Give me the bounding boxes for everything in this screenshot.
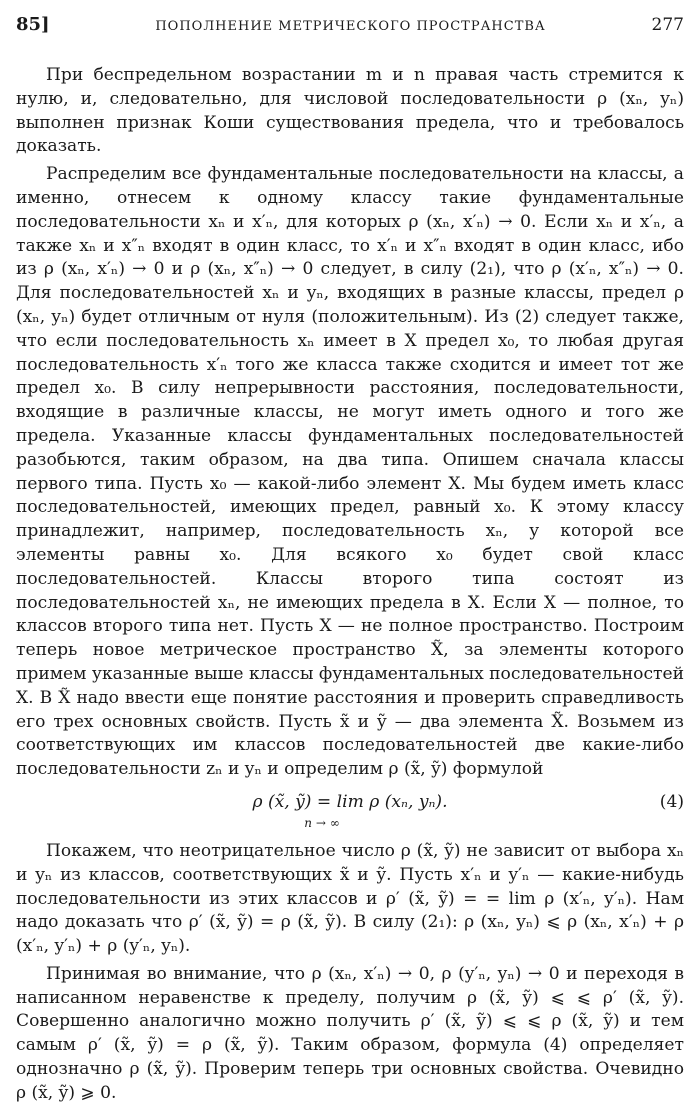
paragraph-limit-passage: Принимая во внимание, что ρ (xₙ, x′ₙ) → 0, ρ (y′ₙ, yₙ) → 0 и переходя в написанном неравенстве к пределу, получим ρ (x̃, ỹ) ⩽ ⩽ ρ′ (x̃, ỹ). Совершенно аналогично можно получить ρ′ (x̃, ỹ) ⩽ ⩽ ρ (x̃, ỹ) и тем самым ρ′ (x̃, ỹ) = ρ (x̃, ỹ). Таким образом, формула (4) определяет однозначно ρ (x̃, ỹ). Проверим теперь три основных свойства. Очевидно ρ (x̃, ỹ) ⩾ 0. (16, 963, 684, 1103)
page-number: 277 (651, 15, 684, 35)
running-title: ПОПОЛНЕНИЕ МЕТРИЧЕСКОГО ПРОСТРАНСТВА (155, 19, 546, 34)
page-header (16, 14, 684, 42)
paragraph-independence: Покажем, что неотрицательное число ρ (x̃, ỹ) не зависит от выбора xₙ и yₙ из классов, соответствующих x̃ и ỹ. Пусть x′ₙ и y′ₙ — какие-нибудь последовательности из этих классов и ρ′ (x̃, ỹ) = = lim ρ (x′ₙ, y′ₙ). Нам надо доказать что ρ′ (x̃, ỹ) = ρ (x̃, ỹ). В силу (2₁): ρ (xₙ, yₙ) ⩽ ρ (xₙ, x′ₙ) + ρ (x′ₙ, y′ₙ) + ρ (y′ₙ, yₙ). (16, 840, 684, 957)
formula-main: ρ (x̃, ỹ) = lim ρ (xₙ, yₙ). (252, 791, 448, 812)
formula-limit-subscript: n → ∞ (304, 815, 340, 830)
section-number: 85] (16, 14, 50, 35)
paragraph-cauchy-criterion: При беспредельном возрастании m и n правая часть стремится к нулю, и, следовательно, для числовой последовательности ρ (xₙ, yₙ) выполнен признак Коши существования предела, что и требовалось доказать. (16, 65, 684, 157)
display-formula (16, 786, 684, 834)
formula-number: (4) (659, 791, 684, 812)
paragraph-classes-definition: Распределим все фундаментальные последовательности на классы, а именно, отнесем к одному классу такие фундаментальные последовательности xₙ и x′ₙ, для которых ρ (xₙ, x′ₙ) → 0. Если xₙ и x′ₙ, а также xₙ и x″ₙ входят в один класс, то x′ₙ и x″ₙ входят в один класс, ибо из ρ (xₙ, x′ₙ) → 0 и ρ (xₙ, x″ₙ) → 0 следует, в силу (2₁), что ρ (x′ₙ, x″ₙ) → 0. Для последовательностей xₙ и yₙ, входящих в разные классы, предел ρ (xₙ, yₙ) будет отличным от нуля (положительным). Из (2) следует также, что если последовательность xₙ имеет в X предел x₀, то любая другая последовательность x′ₙ того же класса также сходится и имеет тот же предел x₀. В силу непрерывности расстояния, последовательности, входящие в различные классы, не могут иметь одного и того же предела. Указанные классы фундаментальных последовательностей разобьются, таким образом, на два типа. Опишем сначала классы первого типа. Пусть x₀ — какой-либо элемент X. Мы будем иметь класс последовательностей, имеющих предел, равный x₀. К этому классу принадлежит, например, последовательность xₙ, у которой все элементы равны x₀. Для всякого x₀ будет свой класс последовательностей. Классы второго типа состоят из последовательностей xₙ, не имеющих предела в X. Если X — полное, то классов второго типа нет. Пусть X — не полное пространство. Построим теперь новое метрическое пространство X̃, за элементы которого примем указанные выше классы фундаментальных последовательностей X. В X̃ надо ввести еще понятие расстояния и проверить справедливость его трех основных свойств. Пусть x̃ и ỹ — два элемента X̃. Возьмем из соответствующих им классов последовательностей две какие-либо последовательности zₙ и yₙ и определим ρ (x̃, ỹ) формулой (16, 164, 684, 780)
